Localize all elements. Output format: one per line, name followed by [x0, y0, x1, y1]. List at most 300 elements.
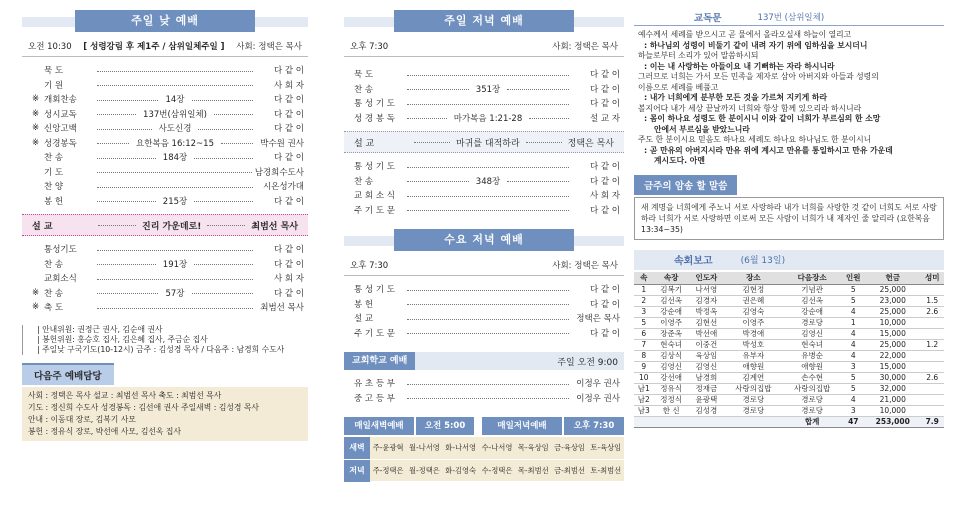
table-cell: 장준옥: [654, 329, 689, 340]
table-cell: 유부자: [724, 351, 783, 362]
table-cell: 5: [634, 318, 654, 329]
sunday-morning-order-2: [22, 242, 308, 315]
order-item-detail: 351장: [475, 84, 501, 95]
sunday-morning-meta: [22, 36, 308, 57]
table-cell: 김영신: [689, 362, 724, 373]
order-item-name: 성 경 봉 독: [354, 113, 395, 124]
table-cell: 남3: [634, 406, 654, 417]
responsive-reading-text: [634, 30, 944, 167]
table-cell: 32,000: [865, 384, 920, 395]
order-item-person: 다 같 이: [589, 162, 620, 173]
order-item-person: 남경희수도사: [254, 167, 304, 178]
table-cell: 8: [634, 351, 654, 362]
table-cell: 남경희: [689, 373, 724, 384]
table-cell: 김상식: [654, 351, 689, 362]
next-week-line: 봉헌 : 정유식 장로, 박선애 사모, 김선옥 집사: [28, 426, 181, 436]
order-mark: ※: [32, 108, 40, 119]
evening-column: [344, 8, 624, 481]
table-cell: [920, 329, 944, 340]
column-header: 속: [634, 272, 654, 285]
order-item-name: 신앙고백: [44, 124, 77, 135]
table-cell: [920, 395, 944, 406]
order-item-person: 정택은 목사: [576, 314, 620, 325]
dawn-time: 오전 5:00: [414, 417, 474, 435]
order-mark: ※: [32, 123, 40, 134]
order-item-detail: 184장: [162, 153, 188, 164]
table-row: [634, 395, 944, 406]
table-row: [634, 362, 944, 373]
order-item-name: 찬 송: [44, 153, 64, 164]
table-cell: 권은혜: [724, 296, 783, 307]
order-row: [22, 107, 308, 122]
table-cell: 10,000: [865, 318, 920, 329]
column-header: 장소: [724, 272, 783, 285]
order-row: [22, 165, 308, 180]
table-cell: 애향원: [724, 362, 783, 373]
wednesday-leader: 사회: 정택은 목사: [552, 261, 618, 271]
next-week-box: [22, 387, 308, 441]
order-row: [22, 78, 308, 93]
wednesday-header: [344, 227, 624, 253]
order-row: [22, 63, 308, 78]
order-item-person: 사 회 자: [589, 191, 620, 202]
table-cell: 김영신: [783, 329, 842, 340]
table-cell: 한 신: [654, 406, 689, 417]
evening-cell: 주-정택은: [372, 465, 404, 475]
dawn-cell: 수-나서영: [481, 443, 513, 452]
order-item-name: 주 기 도 문: [354, 328, 395, 339]
order-item-person: 다 같 이: [589, 205, 620, 216]
order-row: [344, 311, 624, 326]
order-item-person: 사 회 자: [273, 80, 304, 91]
order-item-name: 찬 송: [44, 288, 64, 299]
table-cell: 이영주: [724, 318, 783, 329]
note-line: | 주일낮 구국기도(10-12시) 금주 : 김성경 목사 / 다음주 : 남경희 수도사: [37, 344, 285, 354]
dawn-cell: 목-육상임: [517, 443, 549, 452]
evening-row: [344, 459, 624, 481]
order-item-person: 다 같 이: [589, 328, 620, 339]
table-cell: 이중건: [689, 340, 724, 351]
table-cell: 정유식: [654, 384, 689, 395]
table-row: [634, 285, 944, 296]
sunday-evening-sermon: [344, 131, 624, 153]
table-cell: 강선애: [654, 373, 689, 384]
next-week-line: 사회 : 정택은 목사 설교 : 최범선 목사 축도 : 최범선 목사: [28, 390, 222, 400]
sunday-morning-leader: 사회: 정택은 목사: [236, 42, 302, 52]
reading-column: [634, 8, 944, 428]
order-item-name: 교 회 소 식: [354, 191, 395, 202]
table-cell: 김현정: [724, 285, 783, 296]
table-row: [634, 340, 944, 351]
sermon-preacher: 최범선 목사: [251, 221, 299, 232]
sunday-evening-order: [344, 67, 624, 125]
order-row: [344, 391, 624, 406]
table-cell: 유병순: [783, 351, 842, 362]
table-cell: 15,000: [865, 329, 920, 340]
school-order: [344, 376, 624, 405]
order-item-name: 묵 도: [354, 70, 374, 81]
table-cell: 육상임: [689, 351, 724, 362]
order-row: [344, 67, 624, 82]
order-item-person: 다 같 이: [273, 196, 304, 207]
table-cell: 김영신: [654, 362, 689, 373]
responsive-reading-number: 137번 (삼위일체): [757, 12, 825, 23]
report-title: 속회보고: [674, 256, 713, 267]
sunday-morning-column: [22, 8, 308, 441]
table-row: [634, 406, 944, 417]
evening-daily-title: 매일저녁예배: [482, 417, 562, 435]
total-label: 합계: [783, 417, 842, 428]
evening-cell: 목-최범선: [517, 465, 549, 475]
evening-cell: 금-최범선: [554, 465, 585, 475]
dawn-cell: 화-나서영: [445, 443, 477, 452]
column-header: 성미: [920, 272, 944, 285]
order-row: [22, 242, 308, 257]
table-cell: 1.5: [920, 296, 944, 307]
order-item-name: 유 초 등 부: [354, 379, 395, 390]
total-offering: 253,000: [865, 417, 920, 428]
total-people: 47: [842, 417, 866, 428]
sunday-morning-title: 주일 낮 예배: [75, 10, 255, 32]
order-row: [344, 96, 624, 111]
sunday-morning-order: [22, 63, 308, 208]
table-row: [634, 351, 944, 362]
order-item-person: 사 회 자: [273, 274, 304, 285]
order-item-name: 찬 양: [44, 182, 64, 193]
response-line: : 곧 만유의 아버지시라 만유 위에 계시고 만유를 통일하시고 만유 가운데: [644, 145, 893, 155]
table-cell: 30,000: [865, 373, 920, 384]
table-cell: 현숙녀: [654, 340, 689, 351]
order-item-person: 다 같 이: [589, 299, 620, 310]
order-item-name: 성시교독: [44, 109, 77, 120]
order-item-detail: 215장: [162, 196, 188, 207]
table-cell: 사랑의집밥: [783, 384, 842, 395]
order-row: [344, 174, 624, 189]
report-header: [634, 250, 944, 270]
order-item-person: 이정우 권사: [576, 393, 620, 404]
column-header: 인도자: [689, 272, 724, 285]
order-item-name: 축 도: [44, 303, 64, 314]
school-title: 교회학교 예배: [344, 352, 415, 370]
next-week-title: 다음주 예배담당: [22, 363, 114, 385]
leader-line: 그러므로 너희는 가서 모든 민족을 제자로 삼아 아버지와 아들과 성령의: [638, 72, 879, 81]
order-item-detail: 191장: [162, 259, 188, 270]
order-item-person: 다 같 이: [273, 259, 304, 270]
order-item-person: 다 같 이: [273, 288, 304, 299]
evening-daily-time: 오후 7:30: [562, 417, 624, 435]
order-row: [344, 326, 624, 341]
memory-verse-title: 금주의 암송 할 말씀: [634, 175, 737, 195]
order-item-name: 설 교: [354, 314, 374, 325]
evening-cell: 월-정택은: [409, 465, 440, 475]
table-cell: 김경자: [689, 296, 724, 307]
order-item-person: 다 같 이: [589, 285, 620, 296]
table-cell: 손수현: [783, 373, 842, 384]
table-row: [634, 329, 944, 340]
order-item-name: 중 고 등 부: [354, 393, 395, 404]
column-header: 인원: [842, 272, 866, 285]
report-table-header: [634, 272, 944, 285]
daily-services-grid: [344, 437, 624, 481]
table-cell: 4: [842, 340, 866, 351]
table-cell: 이영주: [654, 318, 689, 329]
order-row: [22, 257, 308, 272]
table-cell: 김선옥: [783, 296, 842, 307]
daily-services: [344, 417, 624, 481]
order-row: [344, 159, 624, 174]
table-cell: 2: [634, 296, 654, 307]
order-item-detail: 57장: [165, 288, 185, 299]
next-week-line: 안내 : 이동대 장로, 김복기 사모: [28, 414, 136, 424]
sunday-evening-header: [344, 8, 624, 34]
order-item-name: 묵 도: [44, 66, 64, 77]
table-cell: 기념관: [783, 285, 842, 296]
next-week-line: 기도 : 정신희 수도사 성경봉독 : 김선애 권사 주일새벽 : 김성경 목사: [28, 402, 259, 412]
table-cell: 남1: [634, 384, 654, 395]
leader-line: 이름으로 세례를 베풀고: [638, 82, 719, 92]
response-line: : 몸이 하나요 성령도 한 분이시니 이와 같이 너희가 부르심의 한 소망: [644, 114, 881, 123]
table-cell: 6: [634, 329, 654, 340]
order-item-name: 통 성 기 도: [354, 99, 395, 110]
table-cell: 김선옥: [654, 296, 689, 307]
order-item-name: 찬 송: [354, 176, 374, 187]
memory-verse-text: 새 계명을 너희에게 주노니 서로 사랑하라 내가 너희를 사랑한 것 같이 너희도 서로 사랑하라 너희가 서로 사랑하면 이로써 모든 사람이 너희가 내 제자인 줄 알리라 (요한복음 13:34~35): [634, 197, 944, 240]
order-row: [344, 188, 624, 203]
order-item-name: 찬 송: [44, 259, 64, 270]
order-row: [22, 286, 308, 301]
order-item-detail: 14장: [165, 95, 185, 106]
school-header: [344, 352, 624, 370]
sermon-preacher: 정택은 목사: [567, 138, 615, 149]
order-item-name: 찬 송: [354, 84, 374, 95]
sermon-label: 설 교: [32, 221, 53, 232]
table-cell: 김현선: [689, 318, 724, 329]
table-cell: [920, 318, 944, 329]
order-row: [344, 297, 624, 312]
table-cell: 경로당: [724, 395, 783, 406]
order-item-person: 다 같 이: [273, 66, 304, 77]
column-header: 속장: [654, 272, 689, 285]
table-cell: 사랑의집밥: [724, 384, 783, 395]
dawn-cell: 월-나서영: [409, 443, 440, 452]
order-item-detail: 마가복음 1:21-28: [453, 113, 523, 124]
order-row: [344, 82, 624, 97]
table-cell: 7: [634, 340, 654, 351]
table-cell: 5: [842, 373, 866, 384]
table-cell: 2.6: [920, 307, 944, 318]
table-cell: 3: [842, 406, 866, 417]
leader-line: 볼지어다 내가 세상 끝날까지 너희와 항상 함께 있으리라 하시니라: [638, 103, 862, 113]
order-item-detail: 348장: [475, 176, 501, 187]
order-mark: ※: [32, 287, 40, 298]
order-item-detail: 사도신경: [158, 124, 192, 135]
sunday-evening-meta: [344, 36, 624, 57]
order-row: [22, 179, 308, 194]
table-cell: 김복기: [654, 285, 689, 296]
table-row: [634, 296, 944, 307]
table-cell: 1.2: [920, 340, 944, 351]
total-rice: 7.9: [920, 417, 944, 428]
response-line: : 하나님의 성령이 비둘기 같이 내려 자기 위에 임하심을 보시더니: [644, 40, 868, 50]
table-cell: 1: [842, 318, 866, 329]
note-line: | 봉헌위원: 홍승호 집사, 김은혜 집사, 주금순 집사: [37, 334, 208, 344]
note-line: | 안내위원: 권정근 권사, 김순애 권사: [37, 324, 163, 334]
row-label: 저녁: [344, 460, 370, 482]
table-cell: 4: [842, 395, 866, 406]
order-item-person: 다 같 이: [273, 245, 304, 256]
table-cell: 남2: [634, 395, 654, 406]
sunday-evening-title: 주일 저녁 예배: [394, 10, 574, 32]
order-item-person: 다 같 이: [589, 84, 620, 95]
order-item-name: 봉 헌: [354, 299, 374, 310]
evening-cell: 수-정택은: [481, 465, 513, 475]
order-row: [344, 282, 624, 297]
table-cell: 22,000: [865, 351, 920, 362]
table-cell: [920, 351, 944, 362]
order-item-detail: 137번(삼위일체): [143, 109, 207, 120]
sunday-evening-leader: 사회: 정택은 목사: [552, 42, 618, 52]
table-cell: 9: [634, 362, 654, 373]
table-cell: 3: [842, 362, 866, 373]
sunday-morning-time: 오전 10:30: [28, 42, 72, 52]
order-row: [22, 271, 308, 286]
order-item-person: 다 같 이: [273, 124, 305, 135]
responsive-reading-title: 교독문: [694, 12, 722, 24]
table-cell: 5: [842, 296, 866, 307]
leader-line: 주도 한 분이시요 믿음도 하나요 세례도 하나요 하나님도 한 분이시니: [638, 135, 872, 144]
sunday-morning-sermon: [22, 214, 308, 236]
sunday-evening-time: 오후 7:30: [350, 42, 389, 52]
row-label: 새벽: [344, 437, 370, 459]
table-cell: 23,000: [865, 296, 920, 307]
table-cell: 박선애: [689, 329, 724, 340]
order-item-detail: 요한복음 16:12~15: [136, 138, 214, 149]
order-item-person: 다 같 이: [589, 99, 620, 110]
report-date: (6월 13일): [740, 256, 786, 266]
order-item-person: 다 같 이: [589, 176, 620, 187]
sermon-title: 마귀를 대적하라: [455, 138, 520, 149]
order-item-person: 다 같 이: [273, 153, 304, 164]
order-item-name: 기 도: [44, 167, 64, 178]
sermon-title: 진리 가운데로!: [142, 221, 202, 232]
wednesday-title: 수요 저녁 예배: [394, 229, 574, 251]
table-cell: 박정옥: [689, 307, 724, 318]
order-item-person: 시온성가대: [262, 182, 304, 193]
table-cell: 1: [634, 285, 654, 296]
order-item-person: 설 교 자: [589, 113, 620, 124]
dawn-cell: 금-육상임: [554, 443, 585, 452]
table-row: [634, 373, 944, 384]
report-table: [634, 272, 944, 429]
table-cell: 윤광택: [689, 395, 724, 406]
dawn-title: 매일새벽예배: [344, 417, 414, 435]
order-item-person: 박수원 권사: [260, 138, 305, 149]
order-mark: ※: [32, 302, 40, 313]
table-cell: 김영숙: [724, 307, 783, 318]
order-row: [22, 121, 308, 136]
table-row: [634, 307, 944, 318]
order-item-person: 이정우 권사: [576, 379, 620, 390]
dawn-cell: 주-윤광혁: [372, 443, 404, 452]
sunday-evening-order-2: [344, 159, 624, 217]
table-cell: 박성호: [724, 340, 783, 351]
column-header: 헌금: [865, 272, 920, 285]
order-row: [344, 376, 624, 391]
table-cell: 경로당: [724, 406, 783, 417]
responsive-reading-header: [634, 8, 944, 26]
evening-cell: 화-김영숙: [445, 465, 477, 475]
order-item-name: 봉 헌: [44, 196, 64, 207]
table-row: [634, 318, 944, 329]
order-item-person: 최범선 목사: [260, 303, 304, 314]
table-cell: 나서영: [689, 285, 724, 296]
wednesday-meta: [344, 255, 624, 276]
leader-line: 예수께서 세례를 받으시고 곧 물에서 올라오실새 하늘이 열리고: [638, 30, 852, 39]
evening-cell: 토-최범선: [590, 465, 622, 475]
order-row: [22, 194, 308, 209]
response-line: : 내가 너희에게 분부한 모든 것을 가르쳐 지키게 하라: [644, 93, 827, 102]
table-cell: 현숙녀: [783, 340, 842, 351]
sermon-label: 설 교: [354, 138, 375, 149]
table-cell: 5: [842, 384, 866, 395]
dawn-cell: 토-육상임: [590, 443, 622, 452]
order-row: [344, 203, 624, 218]
order-item-name: 통 성 기 도: [354, 285, 395, 296]
order-row: [22, 92, 308, 107]
table-cell: 3: [634, 307, 654, 318]
order-row: [344, 111, 624, 126]
wednesday-order: [344, 282, 624, 340]
table-cell: 경로당: [783, 406, 842, 417]
table-cell: 5: [842, 285, 866, 296]
sunday-morning-header: [22, 8, 308, 34]
table-cell: 경로당: [783, 395, 842, 406]
table-cell: 정재금: [689, 384, 724, 395]
table-cell: 김계연: [724, 373, 783, 384]
response-line: 계시도다. 아멘: [654, 156, 705, 165]
wednesday-time: 오후 7:30: [350, 261, 389, 271]
table-cell: [920, 285, 944, 296]
order-item-name: 통 성 기 도: [354, 162, 395, 173]
table-cell: 강순애: [783, 307, 842, 318]
order-item-name: 성경봉독: [44, 138, 77, 149]
table-cell: 15,000: [865, 362, 920, 373]
order-item-name: 개회찬송: [44, 95, 77, 106]
order-item-name: 기 원: [44, 80, 64, 91]
response-line: : 이는 내 사랑하는 아들이요 내 기뻐하는 자라 하시니라: [644, 61, 835, 71]
table-cell: 25,000: [865, 307, 920, 318]
table-cell: 25,000: [865, 340, 920, 351]
table-cell: [920, 384, 944, 395]
order-item-person: 다 같 이: [273, 109, 305, 120]
order-row: [22, 300, 308, 315]
daily-services-header: [344, 417, 624, 435]
response-line: 안에서 부르심을 받았느니라: [654, 124, 750, 134]
table-cell: [920, 362, 944, 373]
table-cell: 10,000: [865, 406, 920, 417]
table-cell: 경로당: [783, 318, 842, 329]
school-time: 주일 오전 9:00: [557, 357, 618, 368]
order-mark: ※: [32, 94, 40, 105]
table-cell: 4: [842, 329, 866, 340]
table-cell: 박경애: [724, 329, 783, 340]
order-row: [22, 136, 308, 151]
sunday-morning-notes: [22, 325, 308, 355]
order-item-name: 통성기도: [44, 245, 77, 256]
sunday-morning-theme: [ 성령강림 후 제1주 / 삼위일체주일 ]: [83, 42, 225, 52]
column-header: 다음장소: [783, 272, 842, 285]
table-cell: 김성경: [689, 406, 724, 417]
